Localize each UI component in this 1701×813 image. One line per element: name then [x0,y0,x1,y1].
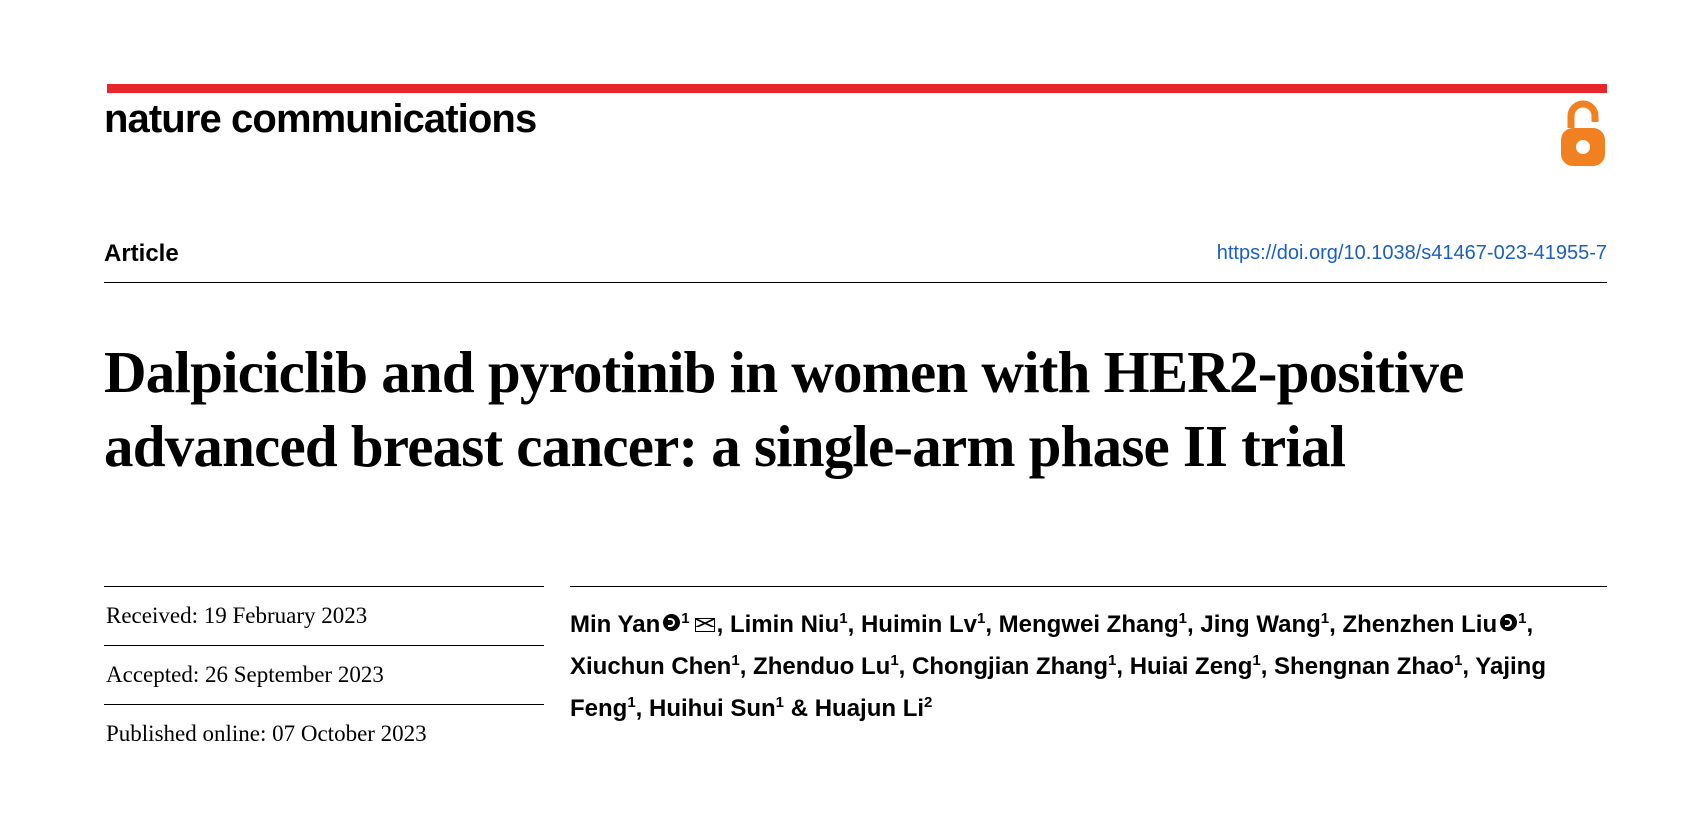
author-name[interactable]: Mengwei Zhang [998,611,1179,638]
author-name[interactable]: Huiai Zeng [1129,653,1253,680]
journal-accent-rule [107,84,1607,93]
article-type-label: Article [104,240,179,267]
author-name[interactable]: Min Yan [570,611,661,638]
header-divider [104,282,1607,283]
author-affiliation: 1 [1108,652,1117,669]
author-affiliation: 1 [976,610,986,627]
author-name[interactable]: Chongjian Zhang [912,653,1108,680]
author-name[interactable]: Huajun Li [814,695,925,722]
author-affiliation: 2 [924,694,933,711]
author-name[interactable]: Limin Niu [729,611,840,638]
author-affiliation: 1 [731,652,740,669]
author-name[interactable]: Zhenzhen Liu [1342,611,1498,638]
author-separator: & [790,695,809,722]
author-affiliation: 1 [681,610,690,627]
author-affiliation: 1 [839,610,848,627]
author-affiliation: 1 [1320,610,1330,627]
page-title: Dalpiciclib and pyrotinib in women with HER2-positive advanced breast cancer: a single-arm phase II trial [104,338,1464,479]
orcid-icon[interactable] [1500,614,1517,631]
author-affiliation: 1 [627,694,636,711]
authors-text: Min Yan $^1$ , Limin Niu$^1$, Huimin Lv$^1$, Mengwei Zhang$^1$, Jing Wang$^1$, Zhenzhen Liu $^1$, Xiuchun Chen$^1$, Zhenduo Lu$^1$, Chongjian Zhang$^1$, Huiai Zeng$^1$, Shengnan Zhao$^1$, Yajing Feng$^1$, Huihui Sun$^1$ & Huajun Li$^2$ [570,610,1546,722]
corresponding-author-email-icon[interactable] [695,618,715,632]
received-date: Received: 19 February 2023 [106,603,368,628]
author-name[interactable]: Yajing Feng [570,653,1546,722]
author-affiliation: 1 [1252,652,1261,669]
orcid-icon[interactable] [663,614,680,631]
author-name[interactable]: Jing Wang [1200,611,1321,638]
published-online-date: Published online: 07 October 2023 [106,721,427,746]
journal-name: nature communications [104,97,537,141]
author-affiliation: 1 [1178,610,1187,627]
publication-dates [104,586,544,763]
author-name[interactable]: Zhenduo Lu [753,653,891,680]
open-access-lock-icon [1557,100,1609,170]
author-list [570,586,1607,727]
doi-link[interactable]: https://doi.org/10.1038/s41467-023-41955-7 [1216,242,1607,264]
author-affiliation: 1 [1518,610,1527,627]
author-name[interactable]: Xiuchun Chen [570,653,732,680]
author-name[interactable]: Huimin Lv [860,611,977,638]
author-affiliation: 1 [890,652,899,669]
accepted-date: Accepted: 26 September 2023 [106,662,384,687]
author-affiliation: 1 [775,694,785,711]
author-affiliation: 1 [1454,652,1463,669]
author-name[interactable]: Shengnan Zhao [1274,653,1455,680]
author-name[interactable]: Huihui Sun [649,695,776,722]
article-meta-row [104,240,1607,282]
